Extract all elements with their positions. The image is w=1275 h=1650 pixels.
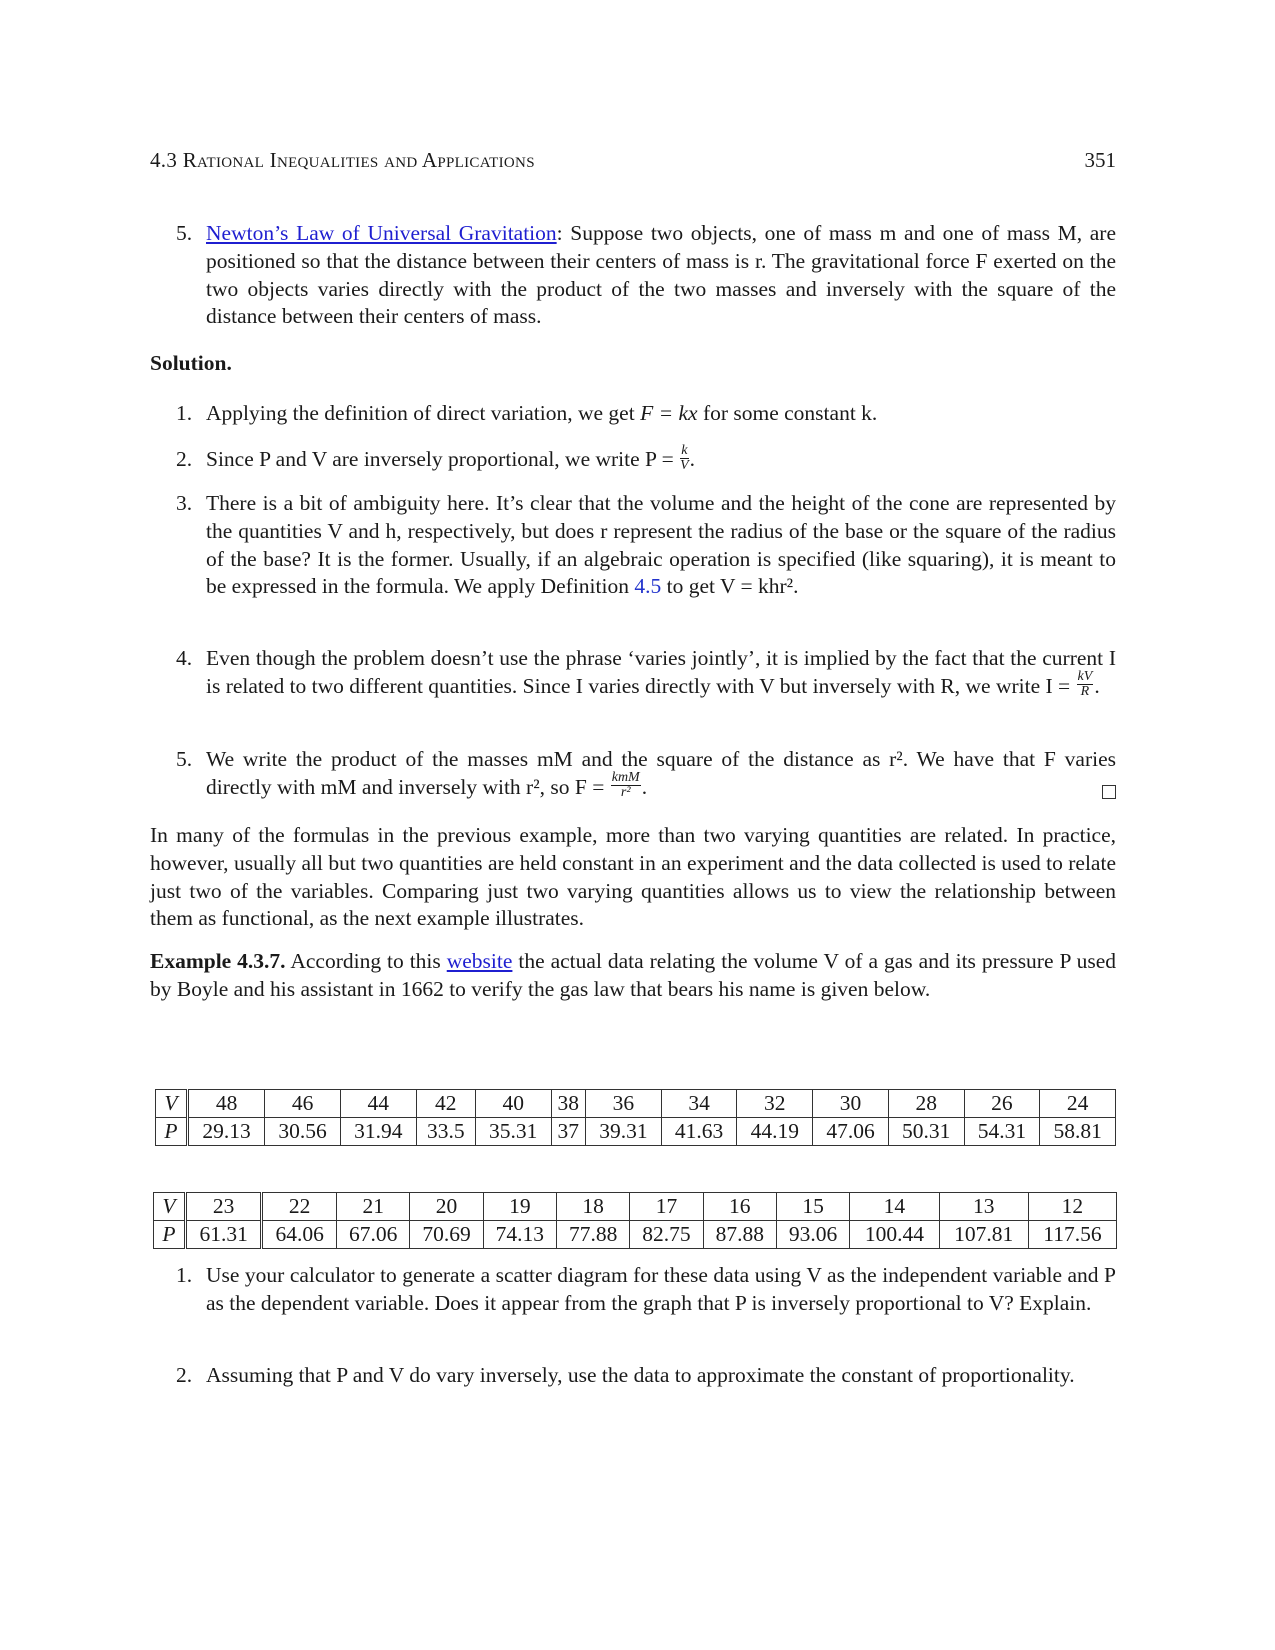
table-cell: 34 bbox=[661, 1090, 737, 1118]
table-cell: 30.56 bbox=[265, 1118, 341, 1146]
solution-item-1 bbox=[176, 400, 1116, 428]
item-body bbox=[206, 442, 1116, 476]
solution-label: Solution. bbox=[150, 351, 232, 375]
table-cell: 40 bbox=[475, 1090, 551, 1118]
fraction bbox=[1077, 670, 1094, 699]
table-cell: 61.31 bbox=[186, 1221, 262, 1249]
example-4-3-7 bbox=[150, 948, 1116, 1004]
item-text: Since P and V are inversely proportional, we write P = bbox=[206, 447, 680, 471]
item-number: 3. bbox=[176, 491, 193, 515]
table-cell: 77.88 bbox=[557, 1221, 630, 1249]
row-label: V bbox=[156, 1090, 188, 1118]
solution-item-3 bbox=[176, 490, 1116, 601]
item-text: We write the product of the masses mM and the square of the distance as r². We have that F varies directly with mM and inversely with r², so F = bbox=[206, 747, 1116, 799]
table-cell: 50.31 bbox=[888, 1118, 964, 1146]
item-text: . bbox=[1094, 673, 1100, 698]
website-link[interactable]: website bbox=[446, 949, 513, 973]
table-cell: 31.94 bbox=[340, 1118, 416, 1146]
table-cell: 44.19 bbox=[737, 1118, 813, 1146]
table-cell: 38 bbox=[551, 1090, 585, 1118]
body-paragraph: In many of the formulas in the previous example, more than two varying quantities are related. In practice, however, usually all but two quantities are held constant in an experiment and the data collected is used to relate just two of the variables. Comparing just two varying quantities allows us to view the relationship between them as functional, as the next example illustrates. bbox=[150, 823, 1116, 931]
example-label: Example 4.3.7. bbox=[150, 949, 286, 973]
row-label: P bbox=[154, 1221, 186, 1249]
table-cell: 28 bbox=[888, 1090, 964, 1118]
table-cell: 24 bbox=[1040, 1090, 1116, 1118]
table-row-p bbox=[156, 1118, 1116, 1146]
newton-law-link[interactable]: Newton’s Law of Universal Gravitation bbox=[206, 221, 557, 245]
table-cell: 23 bbox=[186, 1193, 262, 1221]
table-cell: 67.06 bbox=[337, 1221, 410, 1249]
item-body bbox=[206, 746, 1116, 803]
exercise-item-1 bbox=[176, 1262, 1116, 1318]
table-cell: 117.56 bbox=[1028, 1221, 1116, 1249]
table-cell: 39.31 bbox=[586, 1118, 662, 1146]
table-cell: 36 bbox=[586, 1090, 662, 1118]
example-text: the actual data relating the volume V of a gas and its pressure P used by Boyle and his assistant in 1662 to verify the gas law that bears his name is given below. bbox=[150, 949, 1116, 1001]
table-cell: 35.31 bbox=[475, 1118, 551, 1146]
numerator: kmM bbox=[611, 770, 640, 786]
item-number: 5. bbox=[176, 747, 193, 771]
solution-item-4 bbox=[176, 645, 1116, 702]
table-cell: 64.06 bbox=[262, 1221, 337, 1249]
example-text: According to this bbox=[285, 949, 447, 973]
item-text: Applying the definition of direct variation, we get bbox=[206, 401, 641, 425]
table-cell: 100.44 bbox=[850, 1221, 939, 1249]
item-number: 4. bbox=[176, 646, 193, 670]
exercise-item-2 bbox=[176, 1362, 1116, 1390]
denominator: r² bbox=[620, 785, 631, 801]
table-cell: 13 bbox=[939, 1193, 1028, 1221]
problem-item-5 bbox=[176, 220, 1116, 331]
problem-text: : Suppose two objects, one of mass m and one of mass M, are positioned so that the distance between their centers of mass is r. The gravitational force F exerted on the two objects varies directly with the product of the two masses and inversely with the square of the distance between their centers of mass. bbox=[206, 221, 1116, 329]
table-cell: 41.63 bbox=[661, 1118, 737, 1146]
table-cell: 32 bbox=[737, 1090, 813, 1118]
table-cell: 26 bbox=[964, 1090, 1040, 1118]
row-label: P bbox=[156, 1118, 188, 1146]
table-cell: 17 bbox=[630, 1193, 703, 1221]
data-table-2 bbox=[153, 1192, 1117, 1249]
table-cell: 74.13 bbox=[483, 1221, 556, 1249]
table-cell: 29.13 bbox=[188, 1118, 265, 1146]
item-body: Use your calculator to generate a scatter diagram for these data using V as the independent variable and P as the dependent variable. Does it appear from the graph that P is inversely proportional to V? Explain. bbox=[206, 1263, 1116, 1315]
section-title: 4.3 Rational Inequalities and Applications bbox=[150, 148, 535, 172]
table-cell: 33.5 bbox=[416, 1118, 475, 1146]
item-text: to get V = khr². bbox=[661, 574, 799, 599]
page-number: 351 bbox=[1084, 148, 1116, 172]
solution-item-2 bbox=[176, 442, 1116, 476]
table-cell: 16 bbox=[703, 1193, 776, 1221]
table-row-v bbox=[154, 1193, 1117, 1221]
table-cell: 87.88 bbox=[703, 1221, 776, 1249]
table-cell: 82.75 bbox=[630, 1221, 703, 1249]
denominator: V bbox=[680, 457, 689, 473]
table-cell: 15 bbox=[776, 1193, 849, 1221]
table-row-p bbox=[154, 1221, 1117, 1249]
table-cell: 30 bbox=[813, 1090, 889, 1118]
table-row-v bbox=[156, 1090, 1116, 1118]
qed-square-icon bbox=[1102, 785, 1116, 799]
table-cell: 44 bbox=[340, 1090, 416, 1118]
item-text: . bbox=[689, 447, 696, 471]
table-cell: 107.81 bbox=[939, 1221, 1028, 1249]
item-body bbox=[206, 645, 1116, 702]
table-cell: 19 bbox=[483, 1193, 556, 1221]
table-cell: 18 bbox=[557, 1193, 630, 1221]
item-text: . bbox=[641, 774, 648, 799]
numerator: kV bbox=[1077, 669, 1093, 685]
definition-ref-link[interactable]: 4.5 bbox=[634, 574, 662, 599]
item-number: 1. bbox=[176, 1263, 193, 1287]
table-cell: 58.81 bbox=[1040, 1118, 1116, 1146]
item-body bbox=[206, 400, 1116, 428]
table-cell: 54.31 bbox=[964, 1118, 1040, 1146]
formula: F = kx bbox=[640, 401, 698, 425]
fraction bbox=[611, 771, 641, 800]
table-cell: 21 bbox=[337, 1193, 410, 1221]
item-number: 5. bbox=[176, 221, 193, 245]
table-cell: 20 bbox=[410, 1193, 483, 1221]
item-text: Even though the problem doesn’t use the phrase ‘varies jointly’, it is implied by the fact that the current I is related to two different quantities. Since I varies directly with V but inversely with R, we write I = bbox=[206, 646, 1116, 698]
fraction bbox=[680, 444, 689, 473]
table-cell: 46 bbox=[265, 1090, 341, 1118]
item-body bbox=[206, 220, 1116, 331]
table-cell: 12 bbox=[1028, 1193, 1116, 1221]
running-header bbox=[150, 148, 1116, 176]
solution-heading bbox=[150, 350, 1116, 378]
solution-item-5 bbox=[176, 746, 1116, 803]
item-number: 2. bbox=[176, 1363, 193, 1387]
data-table-1 bbox=[155, 1089, 1116, 1146]
table-cell: 70.69 bbox=[410, 1221, 483, 1249]
item-body: Assuming that P and V do vary inversely, use the data to approximate the constant of proportionality. bbox=[206, 1363, 1075, 1387]
table-cell: 37 bbox=[551, 1118, 585, 1146]
table-cell: 93.06 bbox=[776, 1221, 849, 1249]
numerator: k bbox=[681, 442, 688, 458]
denominator: R bbox=[1080, 684, 1090, 700]
item-text: for some constant k. bbox=[697, 401, 878, 425]
item-body bbox=[206, 490, 1116, 601]
table-cell: 14 bbox=[850, 1193, 939, 1221]
row-label: V bbox=[154, 1193, 186, 1221]
table-cell: 48 bbox=[188, 1090, 265, 1118]
item-number: 1. bbox=[176, 401, 193, 425]
table-cell: 47.06 bbox=[813, 1118, 889, 1146]
item-number: 2. bbox=[176, 447, 193, 471]
item-text: There is a bit of ambiguity here. It’s clear that the volume and the height of the cone are represented by the quantities V and h, respectively, but does r represent the radius of the base or the square of the radius of the base? It is the former. Usually, if an algebraic operation is specified (like squaring), it is meant to be expressed in the formula. We apply Definition bbox=[206, 491, 1116, 599]
table-cell: 42 bbox=[416, 1090, 475, 1118]
table-cell: 22 bbox=[262, 1193, 337, 1221]
